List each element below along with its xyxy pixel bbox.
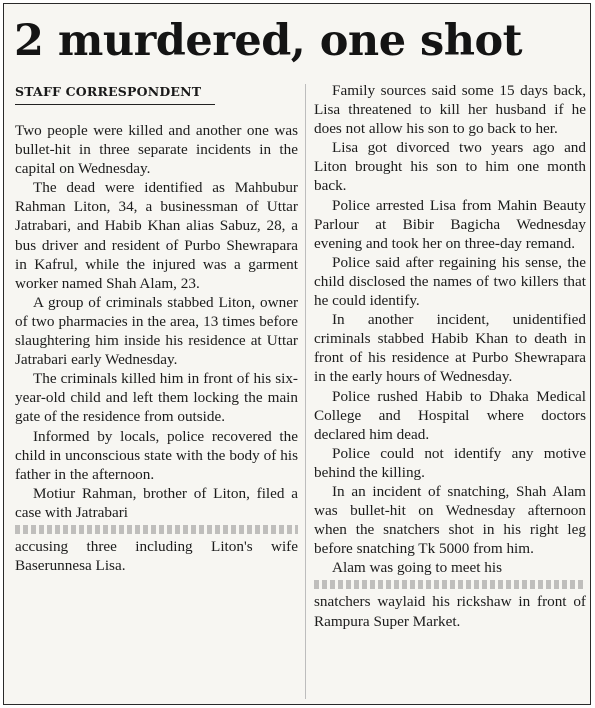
paragraph: In an incident of snatching, Shah Alam was bullet-hit on Wednesday afternoon when the snatchers shot in his right leg before snatching Tk 5000 from him. [314, 482, 586, 558]
news-clipping [3, 3, 591, 705]
paragraph: The criminals killed him in front of his six-year-old child and left them locking the main gate of the residence from outside. [15, 370, 298, 426]
paragraph: snatchers waylaid his rickshaw in front of Rampura Super Market. [314, 593, 586, 630]
paragraph: Motiur Rahman, brother of Liton, filed a case with Jatrabari [15, 484, 298, 521]
paragraph: Police rushed Habib to Dhaka Medical College and Hospital where doctors declared him dead. [314, 387, 586, 443]
paragraph: Family sources said some 15 days back, Lisa threatened to kill her husband if he does not allow his son to go back to her. [314, 82, 586, 138]
paragraph: Informed by locals, police recovered the child in unconscious state with the body of his father in the afternoon. [15, 427, 298, 483]
paragraph: Lisa got divorced two years ago and Liton brought his son to him one month back. [314, 139, 586, 195]
paragraph: Police said after regaining his sense, the child disclosed the names of two killers that he could identify. [314, 253, 586, 310]
headline: 2 murdered, one shot [14, 16, 523, 66]
byline: STAFF CORRESPONDENT [15, 82, 215, 105]
paragraph: In another incident, unidentified criminals stabbed Habib Khan to death in front of his residence at Purbo Shewrapara in the early hours of Wednesday. [314, 311, 586, 386]
obscured-text-line [15, 525, 298, 534]
column-divider [305, 84, 306, 699]
paragraph: The dead were identified as Mahbubur Rahman Liton, 34, a businessman of Uttar Jatrabari, and Habib Khan alias Sabuz, 28, a bus driver and resident of Purbo Shewrapara in Kafrul, while the injured was a garment worker named Shah Alam, 23. [15, 179, 298, 292]
paragraph: Police could not identify any motive behind the killing. [314, 444, 586, 481]
paragraph: accusing three including Liton's wife Baserunnesa Lisa. [15, 537, 298, 575]
left-column [15, 82, 298, 575]
right-column [314, 81, 586, 631]
paragraph: Police arrested Lisa from Mahin Beauty Parlour at Bibir Bagicha Wednesday evening and took her on three-day remand. [314, 196, 586, 252]
paragraph: Two people were killed and another one was bullet-hit in three separate incidents in the capital on Wednesday. [15, 122, 298, 178]
obscured-text-line [314, 580, 586, 589]
paragraph: A group of criminals stabbed Liton, owner of two pharmacies in the area, 13 times before slaughtering him inside his residence at Uttar Jatrabari early Wednesday. [15, 293, 298, 369]
paragraph: Alam was going to meet his [332, 559, 502, 577]
